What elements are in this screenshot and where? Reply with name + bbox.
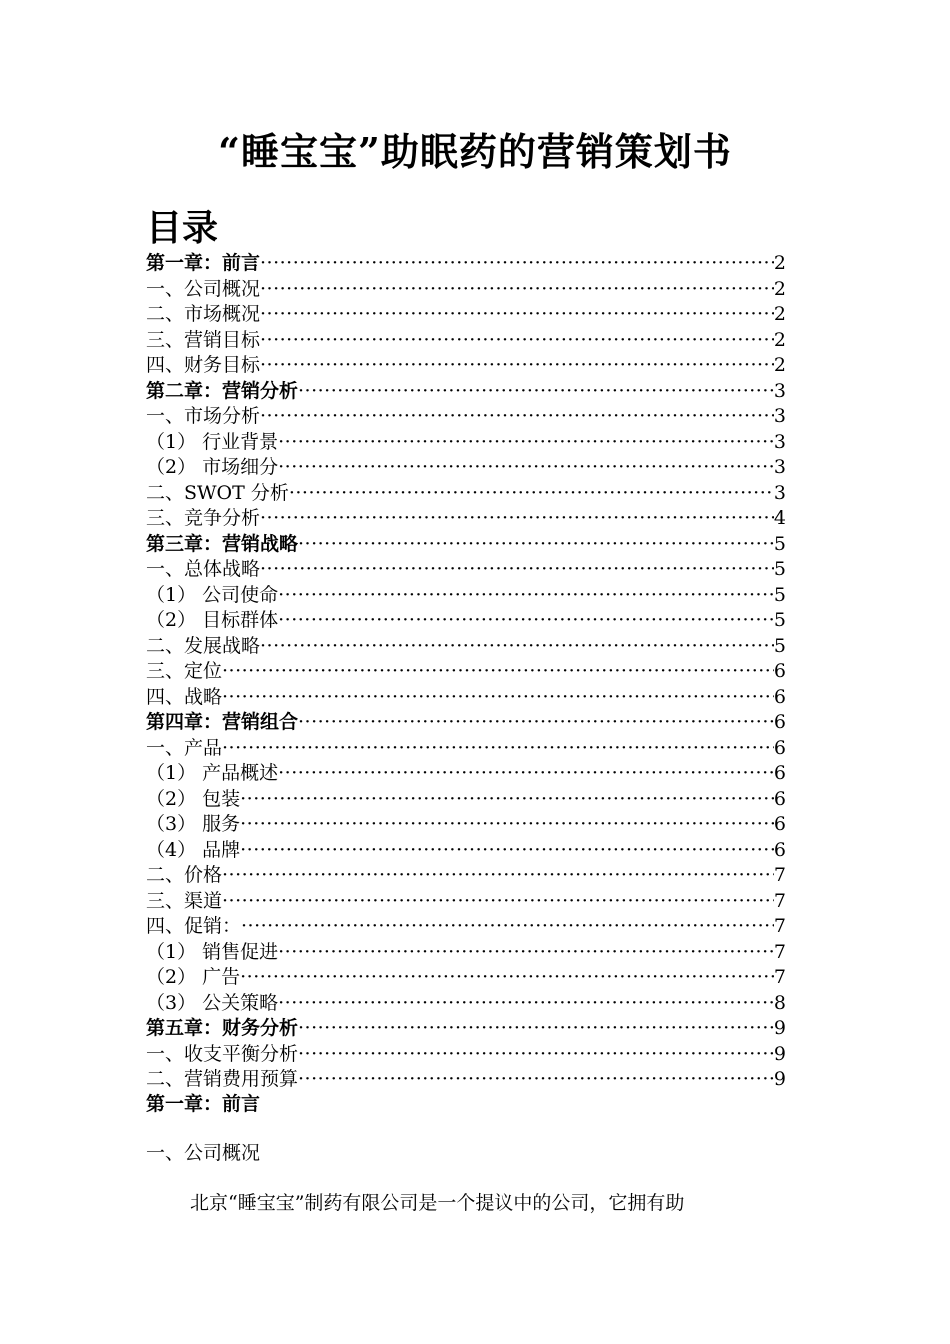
toc-dot-leader — [222, 889, 774, 915]
toc-dot-leader — [278, 761, 774, 787]
toc-entry — [146, 1067, 786, 1093]
toc-entry — [146, 404, 786, 430]
toc-page-number: 6 — [773, 660, 786, 682]
toc-entry-title: 第四章：营销组合 — [146, 711, 299, 733]
toc-dot-leader — [278, 583, 774, 609]
toc-entry-title: 三、渠道 — [146, 889, 223, 912]
toc-entry — [146, 430, 786, 456]
toc-page-number: 8 — [773, 991, 786, 1014]
toc-page-number: 7 — [773, 915, 786, 937]
toc-page-number: 6 — [773, 813, 786, 835]
toc-dot-leader — [240, 787, 774, 813]
toc-entry-title: 四、战略 — [146, 685, 223, 708]
toc-entry-title: 一、产品 — [146, 736, 223, 759]
toc-entry — [146, 353, 786, 379]
toc-entry — [146, 557, 786, 583]
toc-entry — [146, 991, 786, 1017]
toc-dot-leader — [298, 1042, 774, 1068]
toc-page-number: 3 — [773, 481, 786, 504]
toc-entry — [146, 914, 786, 940]
toc-entry — [146, 506, 786, 532]
toc-dot-leader — [278, 455, 774, 481]
toc-dot-leader — [298, 1016, 774, 1042]
toc-entry-title: （1） 产品概述 — [146, 762, 279, 784]
toc-entry — [146, 863, 786, 889]
toc-entry — [146, 685, 786, 711]
toc-entry-title: （2） 广告 — [146, 966, 241, 988]
toc-page-number: 2 — [773, 303, 786, 325]
toc-dot-leader — [260, 353, 774, 379]
toc-entry-title: （2） 包装 — [146, 787, 241, 810]
toc-page-number: 6 — [773, 711, 786, 733]
toc-entry-title: 第三章：营销战略 — [146, 532, 299, 555]
toc-page-number: 5 — [773, 558, 786, 580]
toc-entry — [146, 1016, 786, 1042]
toc-entry — [146, 328, 786, 354]
toc-page-number: 9 — [773, 1017, 786, 1039]
toc-dot-leader — [298, 1067, 774, 1093]
toc-page-number: 2 — [773, 277, 786, 300]
toc-entry — [146, 965, 786, 991]
toc-dot-leader — [260, 557, 774, 583]
toc-dot-leader — [240, 812, 774, 838]
toc-page-number: 2 — [773, 252, 786, 274]
toc-entry-title: 二、价格 — [146, 864, 223, 886]
toc-entry — [146, 736, 786, 762]
toc-entry — [146, 889, 786, 915]
toc-entry — [146, 1042, 786, 1068]
toc-page-number: 9 — [773, 1068, 786, 1090]
toc-page-number: 6 — [773, 762, 786, 784]
table-of-contents — [146, 251, 786, 1093]
body-paragraph: 北京“睡宝宝”制药有限公司是一个提议中的公司，它拥有助 — [190, 1192, 685, 1214]
toc-entry-title: （4） 品牌 — [146, 838, 241, 861]
toc-page-number: 3 — [773, 456, 786, 478]
toc-dot-leader — [260, 506, 774, 532]
toc-entry-title: 第一章：前言 — [146, 252, 261, 274]
toc-page-number: 6 — [773, 736, 786, 759]
toc-page-number: 5 — [773, 634, 786, 657]
toc-entry-title: （3） 公关策略 — [146, 991, 279, 1014]
toc-entry — [146, 302, 786, 328]
toc-dot-leader — [278, 608, 774, 634]
toc-dot-leader — [240, 838, 774, 864]
toc-entry — [146, 455, 786, 481]
toc-dot-leader — [260, 404, 774, 430]
toc-page-number: 3 — [773, 379, 786, 402]
toc-dot-leader — [260, 302, 774, 328]
toc-entry-title: 第五章：财务分析 — [146, 1017, 299, 1039]
toc-page-number: 6 — [773, 787, 786, 810]
toc-entry-title: 三、营销目标 — [146, 328, 261, 351]
toc-page-number: 7 — [773, 864, 786, 886]
toc-page-number: 3 — [773, 405, 786, 427]
toc-entry — [146, 481, 786, 507]
toc-page-number: 2 — [773, 328, 786, 351]
toc-entry-title: （1） 销售促进 — [146, 940, 279, 963]
toc-entry-title: 第二章：营销分析 — [146, 379, 299, 402]
toc-entry — [146, 251, 786, 277]
toc-entry — [146, 710, 786, 736]
toc-dot-leader — [278, 940, 774, 966]
toc-dot-leader — [298, 710, 774, 736]
toc-dot-leader — [240, 965, 774, 991]
toc-dot-leader — [278, 430, 774, 456]
toc-page-number: 7 — [773, 940, 786, 963]
toc-dot-leader — [222, 659, 774, 685]
toc-entry-title: 二、营销费用预算 — [146, 1068, 299, 1090]
toc-entry — [146, 812, 786, 838]
toc-dot-leader — [298, 532, 774, 558]
toc-entry — [146, 277, 786, 303]
toc-entry-title: （1） 行业背景 — [146, 430, 279, 453]
toc-entry — [146, 583, 786, 609]
toc-entry-title: 一、收支平衡分析 — [146, 1042, 299, 1065]
toc-entry-title: （3） 服务 — [146, 813, 241, 835]
toc-dot-leader — [260, 634, 774, 660]
toc-page-number: 7 — [773, 889, 786, 912]
toc-entry — [146, 787, 786, 813]
toc-page-number: 4 — [773, 507, 786, 529]
toc-entry-title: 四、财务目标 — [146, 354, 261, 376]
toc-entry-title: 一、总体战略 — [146, 558, 261, 580]
section-heading: 一、公司概况 — [146, 1142, 261, 1164]
toc-entry — [146, 608, 786, 634]
toc-dot-leader — [260, 251, 774, 277]
toc-entry — [146, 532, 786, 558]
toc-dot-leader — [222, 685, 774, 711]
toc-entry — [146, 634, 786, 660]
toc-entry-title: 一、公司概况 — [146, 277, 261, 300]
toc-dot-leader — [260, 277, 774, 303]
toc-page-number: 5 — [773, 532, 786, 555]
toc-page-number: 6 — [773, 685, 786, 708]
toc-entry — [146, 838, 786, 864]
chapter-heading: 第一章：前言 — [146, 1093, 261, 1115]
toc-page-number: 5 — [773, 583, 786, 606]
toc-entry — [146, 940, 786, 966]
toc-page-number: 5 — [773, 609, 786, 631]
toc-entry-title: 三、竞争分析 — [146, 507, 261, 529]
toc-page-number: 6 — [773, 838, 786, 861]
toc-entry-title: 三、定位 — [146, 660, 223, 682]
toc-page-number: 3 — [773, 430, 786, 453]
toc-page-number: 2 — [773, 354, 786, 376]
toc-entry-title: 二、SWOT 分析 — [146, 481, 289, 504]
toc-entry — [146, 659, 786, 685]
document-title: “睡宝宝”助眠药的营销策划书 — [218, 129, 732, 174]
toc-entry — [146, 761, 786, 787]
toc-dot-leader — [260, 328, 774, 354]
toc-dot-leader — [278, 991, 774, 1017]
toc-page-number: 9 — [773, 1042, 786, 1065]
toc-entry — [146, 379, 786, 405]
toc-dot-leader — [289, 481, 774, 507]
toc-dot-leader — [222, 736, 774, 762]
toc-entry-title: 二、发展战略 — [146, 634, 261, 657]
toc-entry-title: 一、市场分析 — [146, 405, 261, 427]
toc-dot-leader — [241, 914, 774, 940]
toc-entry-title: （1） 公司使命 — [146, 583, 279, 606]
toc-entry-title: （2） 市场细分 — [146, 456, 279, 478]
toc-dot-leader — [298, 379, 774, 405]
toc-dot-leader — [222, 863, 774, 889]
toc-page-number: 7 — [773, 966, 786, 988]
toc-entry-title: （2） 目标群体 — [146, 609, 279, 631]
toc-entry-title: 四、促销： — [146, 915, 242, 937]
toc-heading: 目录 — [146, 207, 219, 249]
toc-entry-title: 二、市场概况 — [146, 303, 261, 325]
